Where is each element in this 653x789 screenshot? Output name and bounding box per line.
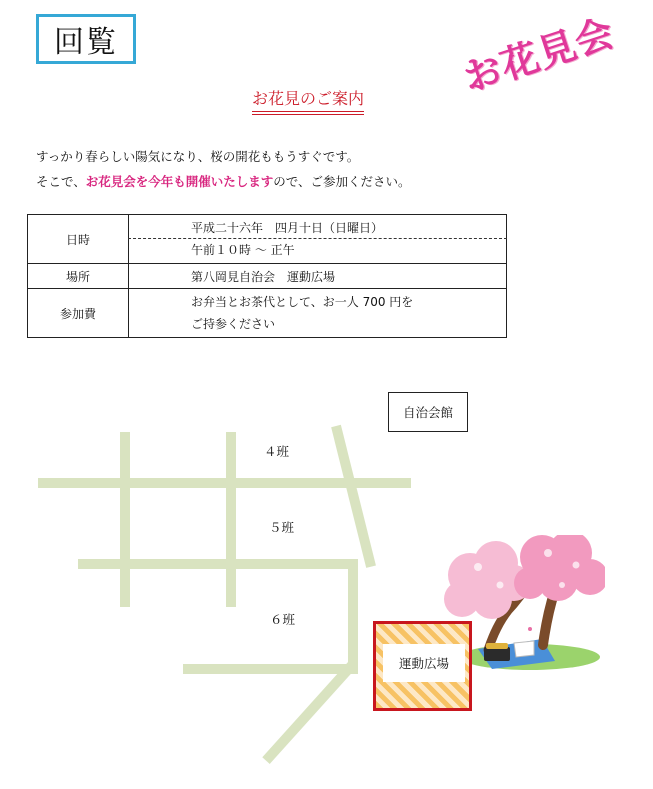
road-diagonal-lower: [262, 661, 356, 764]
table-row-datetime: [28, 215, 507, 264]
value-fee: [129, 289, 507, 338]
value-place: 第八岡見自治会 運動広場: [129, 264, 507, 289]
community-hall-box: [388, 392, 468, 432]
datetime-dashed-divider: [128, 238, 507, 239]
road-horizontal-bottom: [183, 664, 358, 674]
table-row-place: [28, 264, 507, 289]
right-tree-blossoms: [514, 535, 605, 601]
label-place: 場所: [28, 264, 129, 289]
group-5-label: ５班: [269, 520, 295, 535]
road-vertical-right: [348, 564, 358, 674]
community-hall-label: 自治会館: [402, 405, 453, 420]
label-fee: 参加費: [28, 289, 129, 338]
body-line-2: [36, 172, 411, 190]
sports-field-label: 運動広場: [398, 656, 449, 671]
table-row-fee: [28, 289, 507, 338]
value-date: 平成二十六年 四月十日（日曜日）: [191, 221, 384, 235]
info-table: [27, 214, 507, 338]
road-vertical-left: [120, 432, 130, 607]
ohanami-wordart: お花見会: [457, 9, 620, 101]
body-line-2-highlight: お花見会を今年も開催いたします: [85, 174, 274, 189]
body-line-1: すっかり春らしい陽気になり、桜の開花ももうすぐです。: [36, 149, 360, 164]
document-title: お花見のご案内: [252, 86, 364, 112]
value-datetime: [129, 215, 507, 264]
kairan-label: 回覧: [54, 25, 118, 60]
bento-box-icon: [484, 647, 510, 661]
group-4-label: ４班: [264, 444, 290, 459]
value-time: 午前１０時 ～ 正午: [191, 243, 295, 257]
bento-lid-icon: [486, 643, 508, 649]
body-line-2-pre: そこで、: [36, 174, 86, 189]
road-vertical-middle: [226, 432, 236, 607]
road-diagonal-upper: [331, 425, 376, 568]
kairan-badge: [36, 14, 136, 64]
sports-field-label-box: [383, 644, 465, 682]
napkin-icon: [514, 641, 534, 657]
value-fee-line2: ご持参ください: [191, 317, 276, 331]
label-datetime: 日時: [28, 215, 129, 264]
body-line-2-post: ので、ご参加ください。: [273, 174, 411, 189]
group-6-label: ６班: [270, 612, 296, 627]
value-fee-line1: お弁当とお茶代として、お一人 700 円を: [191, 295, 414, 309]
